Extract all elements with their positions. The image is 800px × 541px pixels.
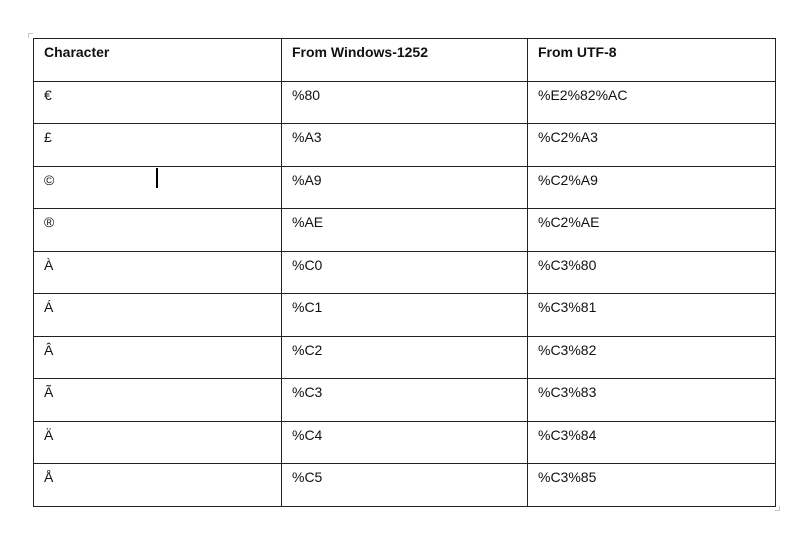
utf-8-cell[interactable]: %C2%A9: [528, 166, 776, 209]
table-header-row: [34, 39, 776, 82]
windows-1252-cell[interactable]: %C2: [282, 336, 528, 379]
windows-1252-cell[interactable]: %AE: [282, 209, 528, 252]
table-row: [34, 379, 776, 422]
utf-8-cell[interactable]: %C2%AE: [528, 209, 776, 252]
table-row: [34, 251, 776, 294]
header-character[interactable]: Character: [34, 39, 282, 82]
encoding-table: [33, 38, 776, 507]
utf-8-cell[interactable]: %C3%82: [528, 336, 776, 379]
utf-8-cell[interactable]: %C3%84: [528, 421, 776, 464]
character-cell[interactable]: €: [34, 81, 282, 124]
windows-1252-cell[interactable]: %C3: [282, 379, 528, 422]
character-cell[interactable]: Ä: [34, 421, 282, 464]
utf-8-cell[interactable]: %E2%82%AC: [528, 81, 776, 124]
windows-1252-cell[interactable]: %C5: [282, 464, 528, 507]
windows-1252-cell[interactable]: %C4: [282, 421, 528, 464]
character-cell[interactable]: Â: [34, 336, 282, 379]
character-cell[interactable]: Ã: [34, 379, 282, 422]
windows-1252-cell[interactable]: %C0: [282, 251, 528, 294]
table-row: [34, 81, 776, 124]
windows-1252-cell[interactable]: %C1: [282, 294, 528, 337]
utf-8-cell[interactable]: %C3%80: [528, 251, 776, 294]
text-cursor: [156, 168, 158, 188]
table-row: [34, 421, 776, 464]
character-cell[interactable]: Å: [34, 464, 282, 507]
character-cell[interactable]: Á: [34, 294, 282, 337]
table-row: [34, 294, 776, 337]
utf-8-cell[interactable]: %C2%A3: [528, 124, 776, 167]
utf-8-cell[interactable]: %C3%81: [528, 294, 776, 337]
table-row: [34, 464, 776, 507]
windows-1252-cell[interactable]: %A9: [282, 166, 528, 209]
character-cell[interactable]: À: [34, 251, 282, 294]
windows-1252-cell[interactable]: %A3: [282, 124, 528, 167]
page-corner-mark-bottom-right: [775, 506, 780, 511]
character-cell[interactable]: ©: [34, 166, 282, 209]
table-row: [34, 166, 776, 209]
header-windows-1252[interactable]: From Windows-1252: [282, 39, 528, 82]
table-row: [34, 209, 776, 252]
character-cell[interactable]: £: [34, 124, 282, 167]
table-row: [34, 124, 776, 167]
utf-8-cell[interactable]: %C3%83: [528, 379, 776, 422]
character-cell[interactable]: ®: [34, 209, 282, 252]
page-corner-mark-top-left: [28, 33, 33, 38]
table-row: [34, 336, 776, 379]
windows-1252-cell[interactable]: %80: [282, 81, 528, 124]
header-utf-8[interactable]: From UTF-8: [528, 39, 776, 82]
utf-8-cell[interactable]: %C3%85: [528, 464, 776, 507]
